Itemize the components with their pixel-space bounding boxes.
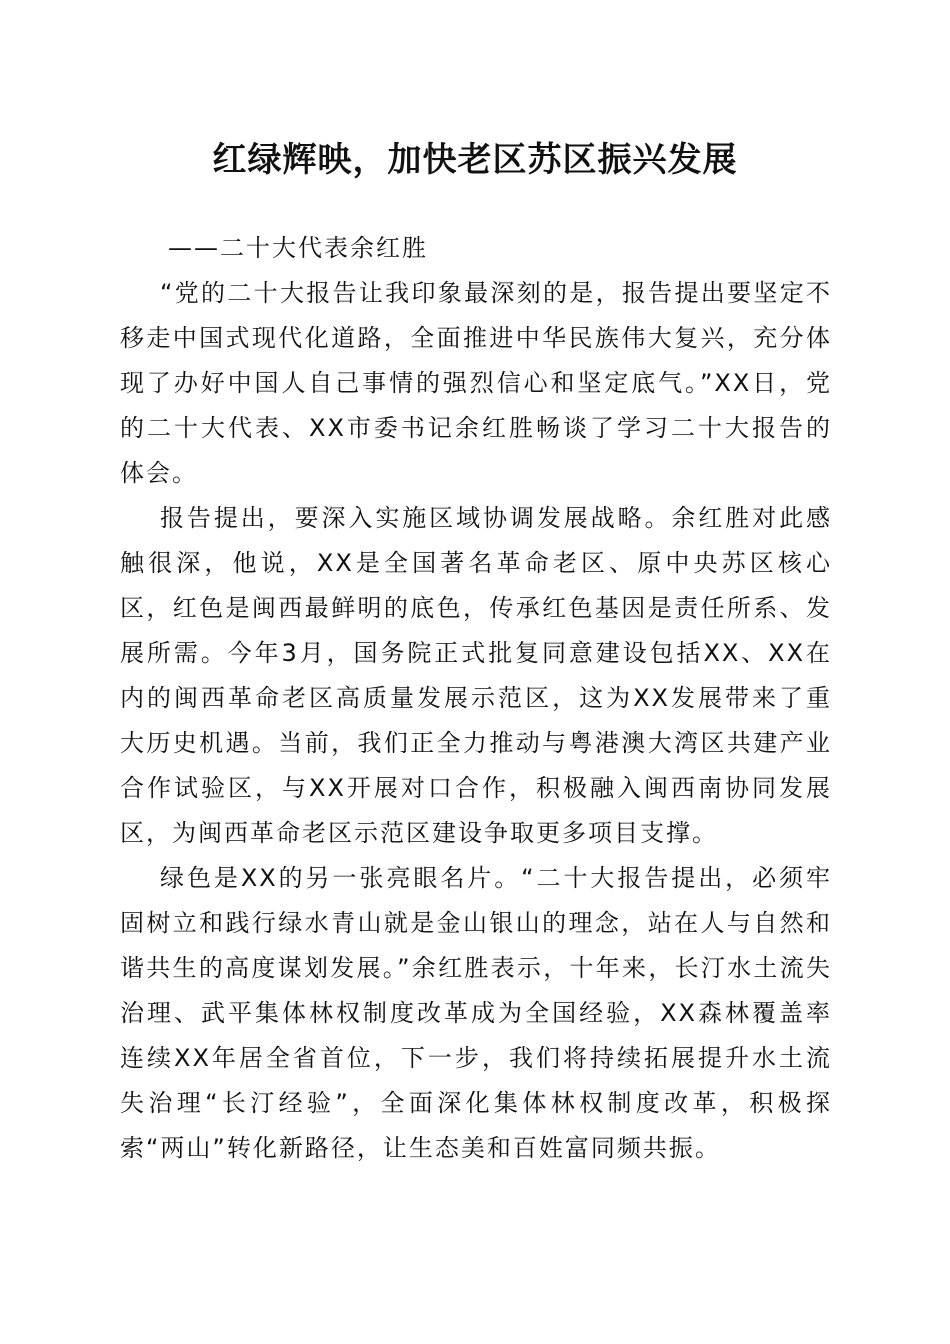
document-body <box>120 226 832 1171</box>
paragraph-3: 绿色是XX的另一张亮眼名片。“二十大报告提出，必须牢固树立和践行绿水青山就是金山银山的理念，站在人与自然和谐共生的高度谋划发展。”余红胜表示，十年来，长汀水土流失治理、武平集体林权制度改革成为全国经验，XX森林覆盖率连续XX年居全省首位，下一步，我们将持续拓展提升水土流失治理“长汀经验”，全面深化集体林权制度改革，积极探索“两山”转化新路径，让生态美和百姓富同频共振。 <box>120 864 832 1162</box>
paragraph-2: 报告提出，要深入实施区域协调发展战略。余红胜对此感触很深，他说，XX是全国著名革命老区、原中央苏区核心区，红色是闽西最鲜明的底色，传承红色基因是责任所系、发展所需。今年3月，国务院正式批复同意建设包括XX、XX在内的闽西革命老区高质量发展示范区，这为XX发展带来了重大历史机遇。当前，我们正全力推动与粤港澳大湾区共建产业合作试验区，与XX开展对口合作，积极融入闽西南协同发展区，为闽西革命老区示范区建设争取更多项目支撑。 <box>120 504 832 847</box>
page-title: 红绿辉映，加快老区苏区振兴发展 <box>212 140 738 180</box>
byline: ——二十大代表余红胜 <box>168 234 428 262</box>
paragraph-1: “党的二十大报告让我印象最深刻的是，报告提出要坚定不移走中国式现代化道路，全面推进中华民族伟大复兴，充分体现了办好中国人自己事情的强烈信心和坚定底气。”XX日，党的二十大代表、XX市委书记余红胜畅谈了学习二十大报告的体会。 <box>120 279 832 487</box>
